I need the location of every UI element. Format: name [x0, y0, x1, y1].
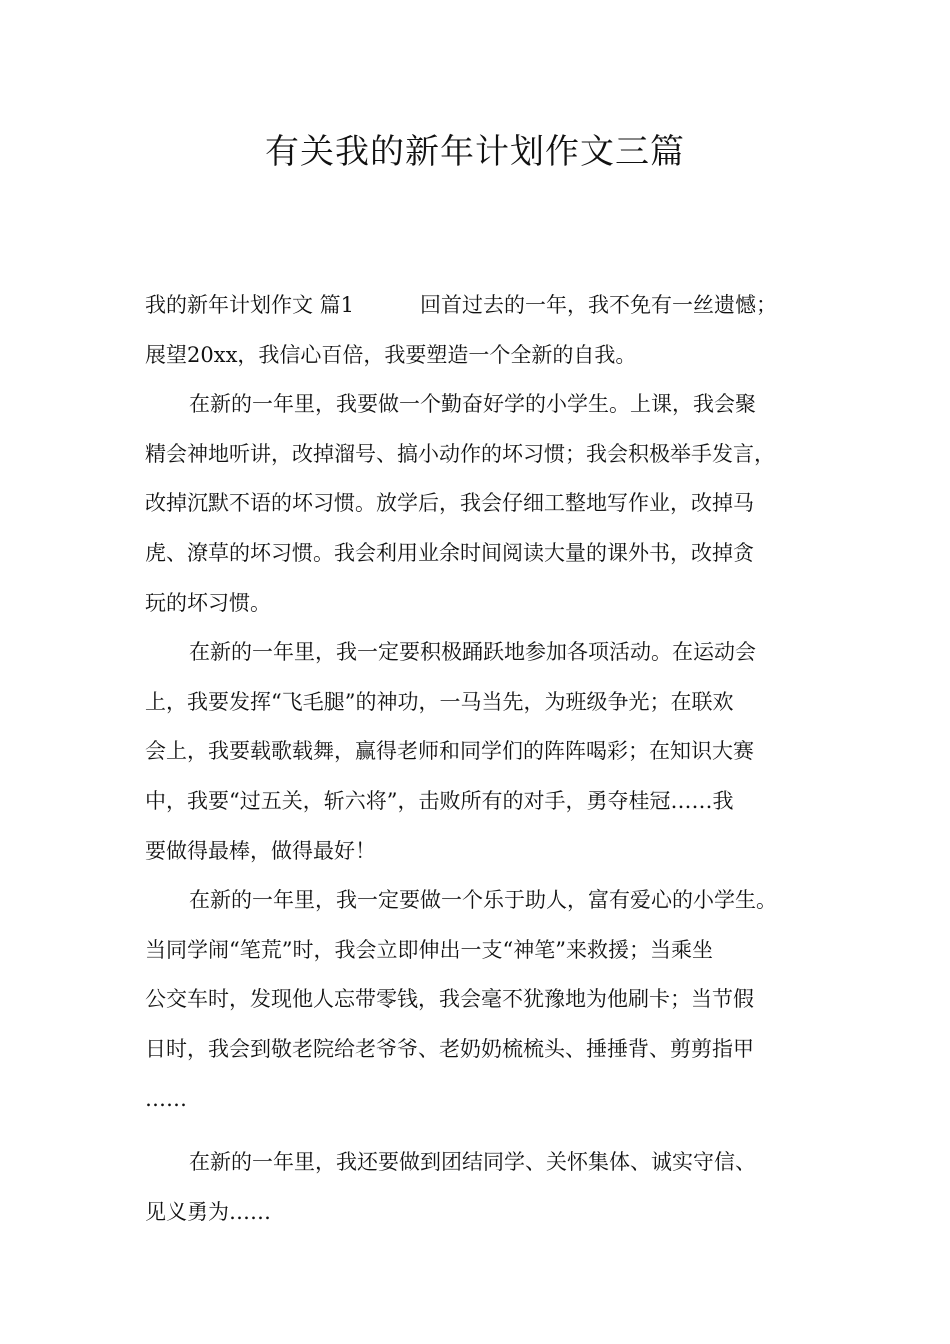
document-title: 有关我的新年计划作文三篇 [265, 132, 685, 172]
paragraph-line: 在新的一年里，我一定要做一个乐于助人，富有爱心的小学生。 [189, 888, 777, 913]
document-body [145, 281, 825, 1237]
paragraph-gap [145, 1124, 825, 1138]
paragraph-line: 中，我要“过五关，斩六将”，击败所有的对手，勇夺桂冠……我 [145, 788, 734, 813]
paragraph-line: 改掉沉默不语的坏习惯。放学后，我会仔细工整地写作业，改掉马 [145, 491, 754, 516]
paragraph-line: 在新的一年里，我要做一个勤奋好学的小学生。上课，我会聚 [189, 392, 756, 417]
paragraph-line: 精会神地听讲，改掉溜号、搞小动作的坏习惯；我会积极举手发言， [145, 441, 775, 466]
paragraph-line: 上，我要发挥“飞毛腿”的神功，一马当先，为班级争光；在联欢 [145, 689, 734, 714]
paragraph-line: 要做得最棒，做得最好！ [145, 838, 376, 863]
paragraph-line: 日时，我会到敬老院给老爷爷、老奶奶梳梳头、捶捶背、剪剪指甲 [145, 1036, 754, 1061]
intro-first-line [145, 281, 825, 331]
paragraph [145, 876, 825, 1124]
paragraph-line: 见义勇为…… [145, 1199, 271, 1224]
intro-second-line: 展望20xx，我信心百倍，我要塑造一个全新的自我。 [145, 342, 637, 367]
paragraph-line: …… [145, 1086, 187, 1111]
paragraph-line: 玩的坏习惯。 [145, 590, 271, 615]
paragraph-line: 会上，我要载歌载舞，赢得老师和同学们的阵阵喝彩；在知识大赛 [145, 739, 754, 764]
paragraph-line: 在新的一年里，我还要做到团结同学、关怀集体、诚实守信、 [189, 1150, 756, 1175]
paragraph-line: 当同学闹“笔荒”时，我会立即伸出一支“神笔”来救援；当乘坐 [145, 937, 713, 962]
paragraph [145, 1138, 825, 1237]
paragraph-line: 在新的一年里，我一定要积极踊跃地参加各项活动。在运动会 [189, 640, 756, 665]
section-heading: 我的新年计划作文 篇1 [145, 293, 355, 317]
paragraph-line: 公交车时，发现他人忘带零钱，我会毫不犹豫地为他刷卡；当节假 [145, 987, 754, 1012]
paragraph-line: 虎、潦草的坏习惯。我会利用业余时间阅读大量的课外书，改掉贪 [145, 540, 754, 565]
paragraph [145, 628, 825, 876]
paragraph [145, 380, 825, 628]
intro-first-line-text: 回首过去的一年，我不免有一丝遗憾； [420, 293, 777, 317]
